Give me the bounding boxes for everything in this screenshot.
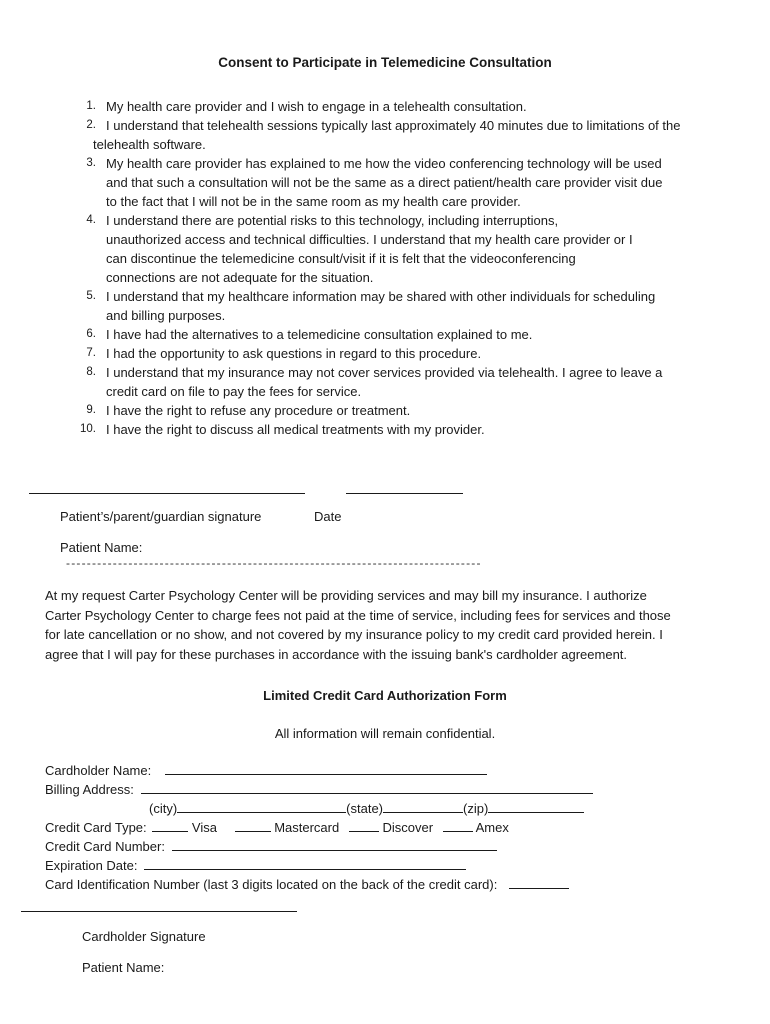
state-label: (state) <box>346 801 384 816</box>
city-state-zip-row <box>149 799 584 818</box>
consent-title: Consent to Participate in Telemedicine Consultation <box>218 55 552 70</box>
item-text: My health care provider has explained to me how the video conferencing technology will be used <box>106 156 662 171</box>
amex-label: Amex <box>475 820 509 835</box>
consent-item <box>76 154 736 211</box>
cc-patient-name-label: Patient Name: <box>82 960 165 975</box>
item-text: I have the right to discuss all medical treatments with my provider. <box>106 422 485 437</box>
state-field[interactable] <box>383 800 463 813</box>
item-text: telehealth software. <box>93 137 206 152</box>
expiration-label: Expiration Date: <box>45 858 138 873</box>
mastercard-checkbox[interactable] <box>235 819 271 832</box>
item-number: 8. <box>86 366 96 378</box>
amex-checkbox[interactable] <box>443 819 473 832</box>
date-label: Date <box>314 509 342 524</box>
cvv-row <box>45 875 569 894</box>
cvv-field[interactable] <box>509 876 569 889</box>
item-number: 6. <box>86 328 96 340</box>
cardholder-signature-line[interactable] <box>21 911 297 912</box>
item-text: My health care provider and I wish to engage in a telehealth consultation. <box>106 99 527 114</box>
paragraph-line: agree that I will pay for these purchases in accordance with the issuing bank's cardholder agreement. <box>45 646 628 662</box>
item-text: and billing purposes. <box>106 308 226 323</box>
expiration-field[interactable] <box>144 857 466 870</box>
item-number: 2. <box>86 119 96 131</box>
patient-signature-line[interactable] <box>29 493 305 494</box>
consent-item <box>76 97 736 116</box>
cardholder-name-label: Cardholder Name: <box>45 763 152 778</box>
cardholder-name-row <box>45 761 487 780</box>
item-number: 9. <box>86 404 96 416</box>
item-number: 4. <box>86 214 96 226</box>
zip-label: (zip) <box>463 801 489 816</box>
item-number: 10. <box>80 423 96 435</box>
card-number-label: Credit Card Number: <box>45 839 165 854</box>
item-text: I understand that telehealth sessions typically last approximately 40 minutes due to limitations of the <box>106 118 681 133</box>
cardholder-signature-label: Cardholder Signature <box>82 929 206 944</box>
item-text: connections are not adequate for the situation. <box>106 270 374 285</box>
item-text: I understand that my insurance may not cover services provided via telehealth. I agree to leave a <box>106 365 663 380</box>
consent-item <box>76 420 736 439</box>
item-text: I understand that my healthcare information may be shared with other individuals for scheduling <box>106 289 656 304</box>
item-text: and that such a consultation will not be the same as a direct patient/health care provider visit due <box>106 175 663 190</box>
billing-address-label: Billing Address: <box>45 782 134 797</box>
patient-name-label: Patient Name: <box>60 540 143 555</box>
item-text: I understand there are potential risks to this technology, including interruptions, <box>106 213 559 228</box>
item-text: I had the opportunity to ask questions in regard to this procedure. <box>106 346 482 361</box>
item-text: I have the right to refuse any procedure or treatment. <box>106 403 411 418</box>
card-type-label: Credit Card Type: <box>45 820 147 835</box>
cardholder-name-field[interactable] <box>165 762 487 775</box>
consent-item <box>76 116 736 154</box>
item-text: credit card on file to pay the fees for service. <box>106 384 362 399</box>
city-field[interactable] <box>177 800 346 813</box>
expiration-row <box>45 856 466 875</box>
consent-item <box>76 401 736 420</box>
item-text: unauthorized access and technical difficulties. I understand that my health care provider or I <box>106 232 633 247</box>
consent-item <box>76 363 736 401</box>
item-number: 5. <box>86 290 96 302</box>
discover-checkbox[interactable] <box>349 819 379 832</box>
consent-list <box>76 97 736 439</box>
paragraph-line: At my request Carter Psychology Center will be providing services and may bill my insurance. I authorize <box>45 588 647 603</box>
card-number-field[interactable] <box>172 838 497 851</box>
visa-label: Visa <box>191 820 217 835</box>
item-text: can discontinue the telemedicine consult/visit if it is felt that the videoconferencing <box>106 251 576 266</box>
card-number-row <box>45 837 497 856</box>
discover-label: Discover <box>382 820 434 835</box>
consent-item <box>76 325 736 344</box>
visa-checkbox[interactable] <box>152 819 188 832</box>
item-number: 3. <box>86 157 96 169</box>
billing-address-row <box>45 780 593 799</box>
patient-name-dashed-line[interactable]: -------------------------------------------------------------------------------- <box>66 556 482 570</box>
consent-item <box>76 287 736 325</box>
consent-item <box>76 344 736 363</box>
item-text: to the fact that I will not be in the same room as my health care provider. <box>106 194 521 209</box>
paragraph-line: Carter Psychology Center to charge fees not paid at the time of service, including fees for services and those <box>45 607 671 623</box>
cvv-label: Card Identification Number (last 3 digits located on the back of the credit card): <box>45 877 498 892</box>
date-line[interactable] <box>346 493 463 494</box>
item-number: 1. <box>86 100 96 112</box>
item-text: I have had the alternatives to a telemedicine consultation explained to me. <box>106 327 533 342</box>
zip-field[interactable] <box>488 800 584 813</box>
cc-form-title: Limited Credit Card Authorization Form <box>263 688 507 703</box>
city-label: (city) <box>149 801 178 816</box>
mastercard-label: Mastercard <box>274 820 340 835</box>
confidential-note: All information will remain confidential. <box>274 726 496 741</box>
card-type-row <box>45 818 509 837</box>
authorization-paragraph <box>45 586 745 664</box>
patient-signature-label: Patient’s/parent/guardian signature <box>60 509 262 524</box>
item-number: 7. <box>86 347 96 359</box>
billing-address-field[interactable] <box>141 781 593 794</box>
paragraph-line: for late cancellation or no show, and not covered by my insurance policy to my credit card provided herein. I <box>45 627 663 642</box>
consent-item <box>76 211 736 287</box>
